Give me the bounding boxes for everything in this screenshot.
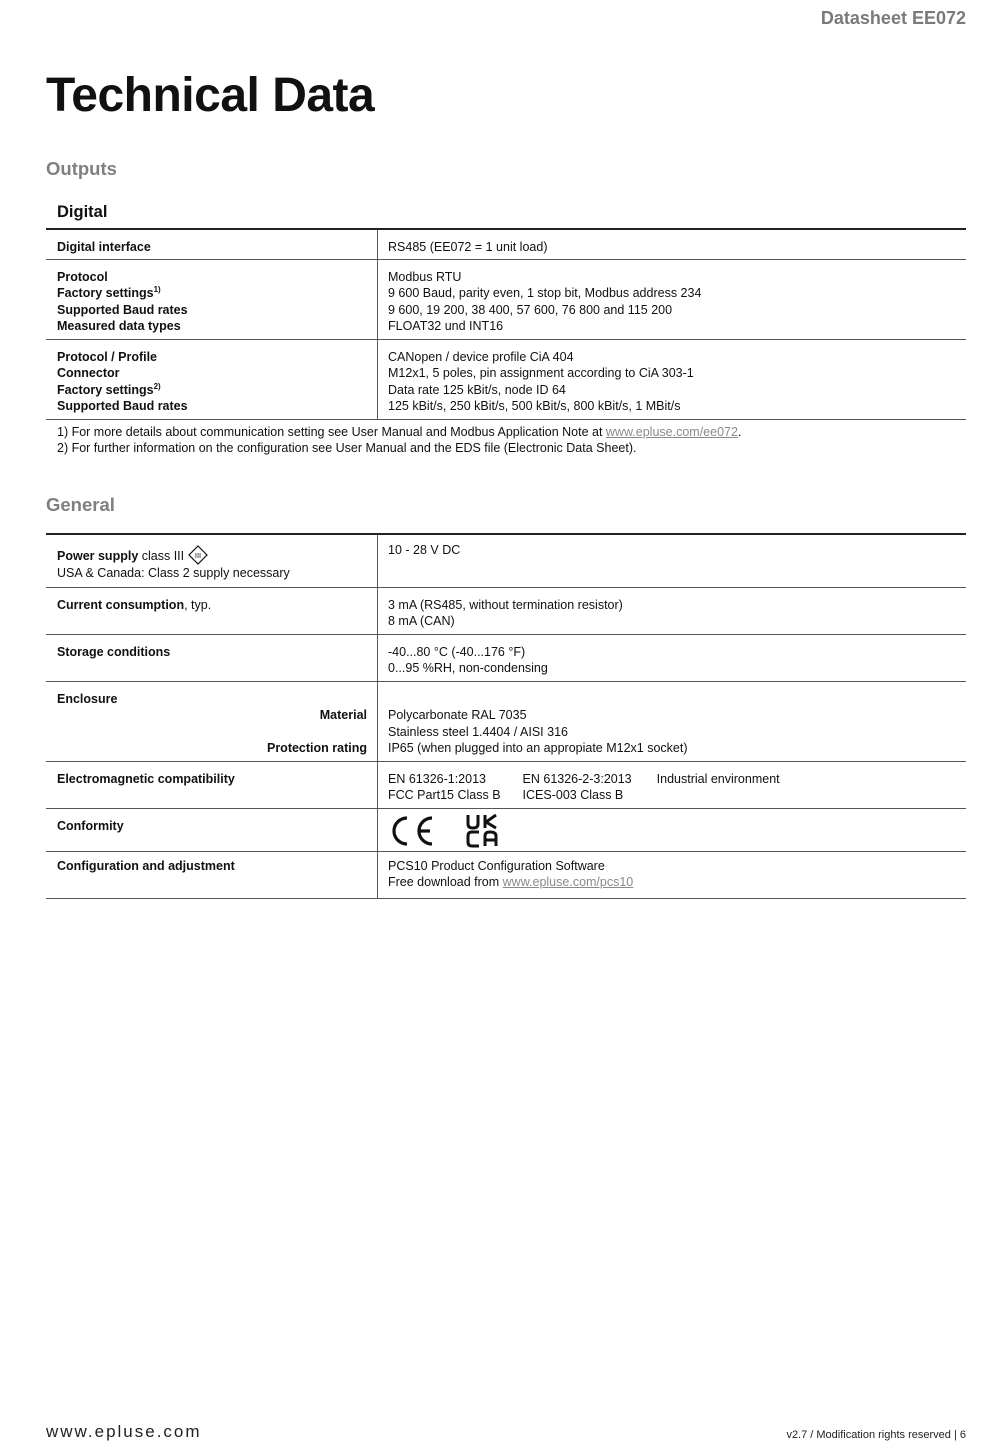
pcs10-link[interactable]: www.epluse.com/pcs10 [502,875,634,890]
footnote-1 [57,425,741,441]
emc-grid [388,771,956,804]
label-factory-settings [57,285,367,301]
label-protection-rating: Protection rating [266,740,367,755]
footnote-2: 2) For further information on the configuration see User Manual and the EDS file (Electronic Data Sheet). [57,440,637,455]
label-bold: Current consumption [57,598,185,612]
value-download [388,874,956,890]
table-row [46,259,966,339]
row-label [46,852,378,898]
label-baud-rates: Supported Baud rates [57,398,188,413]
row-label [46,535,378,587]
label-storage: Storage conditions [57,645,171,659]
value-storage-temp: -40...80 °C (-40...176 °F) [388,645,526,659]
table-row [46,339,966,419]
footnote-text: 1) For more details about communication setting see User Manual and Modbus Application Note at [57,425,606,439]
label-conformity: Conformity [57,819,124,833]
label-rest: , typ. [184,598,212,612]
value-digital-interface: RS485 (EE072 = 1 unit load) [388,240,548,254]
general-table [46,533,966,899]
value-current-rs485: 3 mA (RS485, without termination resistor) [388,598,623,612]
digital-outputs-table [46,228,966,420]
row-label [46,588,378,634]
emc-column [388,771,501,804]
spacer [57,724,367,740]
label-text: Factory settings [57,286,154,301]
footnote-end: . [737,425,742,439]
label-factory-settings [57,382,367,398]
label-protocol-profile: Protocol / Profile [57,350,158,364]
value-material-2: Stainless steel 1.4404 / AISI 316 [388,724,568,739]
row-label [46,682,378,761]
table-row [46,230,966,259]
value-baud-rates: 9 600, 19 200, 38 400, 57 600, 76 800 and 115 200 [388,302,673,317]
general-heading: General [46,494,115,515]
protection-class-iii-icon [188,545,208,565]
row-label [46,809,378,851]
emc-standard: EN 61326-2-3:2013 [522,772,632,786]
footnotes [57,425,741,456]
label-baud-rates: Supported Baud rates [57,302,188,317]
row-value [378,260,966,339]
emc-column [657,771,780,804]
power-supply-note: USA & Canada: Class 2 supply necessary [57,566,290,580]
footnote-ref-2: 2) [153,381,161,391]
value-connector: M12x1, 5 poles, pin assignment according to CiA 303-1 [388,366,694,381]
row-value [378,340,966,419]
outputs-heading: Outputs [46,158,117,179]
value-data-types: FLOAT32 und INT16 [388,318,504,333]
value-factory-settings: Data rate 125 kBit/s, node ID 64 [388,382,566,397]
value-factory-settings: 9 600 Baud, parity even, 1 stop bit, Modbus address 234 [388,286,702,301]
download-text: Free download from [388,875,503,890]
table-row [46,634,966,681]
spacer [388,691,956,707]
row-label [46,635,378,681]
label-material: Material [319,708,367,723]
footnote-ref-1: 1) [153,285,161,295]
value-baud-rates: 125 kBit/s, 250 kBit/s, 500 kBit/s, 800 kBit/s, 1 MBit/s [388,398,681,413]
value-pcs10: PCS10 Product Configuration Software [388,859,605,873]
label-protocol: Protocol [57,270,108,284]
label-emc: Electromagnetic compatibility [57,772,235,786]
ukca-mark-icon [465,813,505,849]
table-row [46,851,966,898]
value-protection-rating: IP65 (when plugged into an appropiate M12x1 socket) [388,740,688,755]
table-row [46,535,966,587]
emc-column [523,771,632,804]
digital-heading: Digital [57,203,108,221]
value-protocol-profile: CANopen / device profile CiA 404 [388,350,574,364]
row-value [378,535,966,587]
current-consumption-label [57,597,367,613]
label-enclosure: Enclosure [57,692,118,706]
row-value [378,809,966,851]
svg-text:III: III [194,551,202,560]
emc-standard: EN 61326-1:2013 [388,772,486,786]
ee072-link[interactable]: www.epluse.com/ee072 [605,425,738,439]
value-power-supply: 10 - 28 V DC [388,543,461,557]
value-current-can: 8 mA (CAN) [388,614,455,629]
label-text: Factory settings [57,382,154,397]
row-label [46,260,378,339]
label-configuration: Configuration and adjustment [57,859,235,873]
value-material-1: Polycarbonate RAL 7035 [388,708,527,723]
value-protocol: Modbus RTU [388,270,462,284]
row-label [46,762,378,808]
table-row [46,761,966,808]
row-value [378,588,966,634]
page-title: Technical Data [46,69,375,122]
table-row [46,808,966,851]
row-value [378,682,966,761]
emc-standard: ICES-003 Class B [522,788,624,803]
row-label [46,340,378,419]
footer-website[interactable]: www.epluse.com [46,1422,202,1441]
label-bold: Power supply [57,549,139,563]
table-row [46,587,966,634]
row-value [378,230,966,259]
emc-environment: Industrial environment [656,772,780,786]
label-digital-interface: Digital interface [57,240,151,254]
power-supply-label [57,545,367,565]
footer-version: v2.7 / Modification rights reserved | 6 [786,1429,966,1441]
ce-mark-icon [388,814,436,848]
row-value [378,762,966,808]
row-value [378,635,966,681]
label-data-types: Measured data types [57,318,181,333]
emc-standard: FCC Part15 Class B [388,788,501,803]
table-row [46,681,966,761]
label-connector: Connector [57,366,120,381]
document-label: Datasheet EE072 [820,8,966,28]
row-value [378,852,966,898]
value-storage-humidity: 0...95 %RH, non-condensing [388,661,548,676]
row-label [46,230,378,259]
label-rest: class III [138,549,185,563]
